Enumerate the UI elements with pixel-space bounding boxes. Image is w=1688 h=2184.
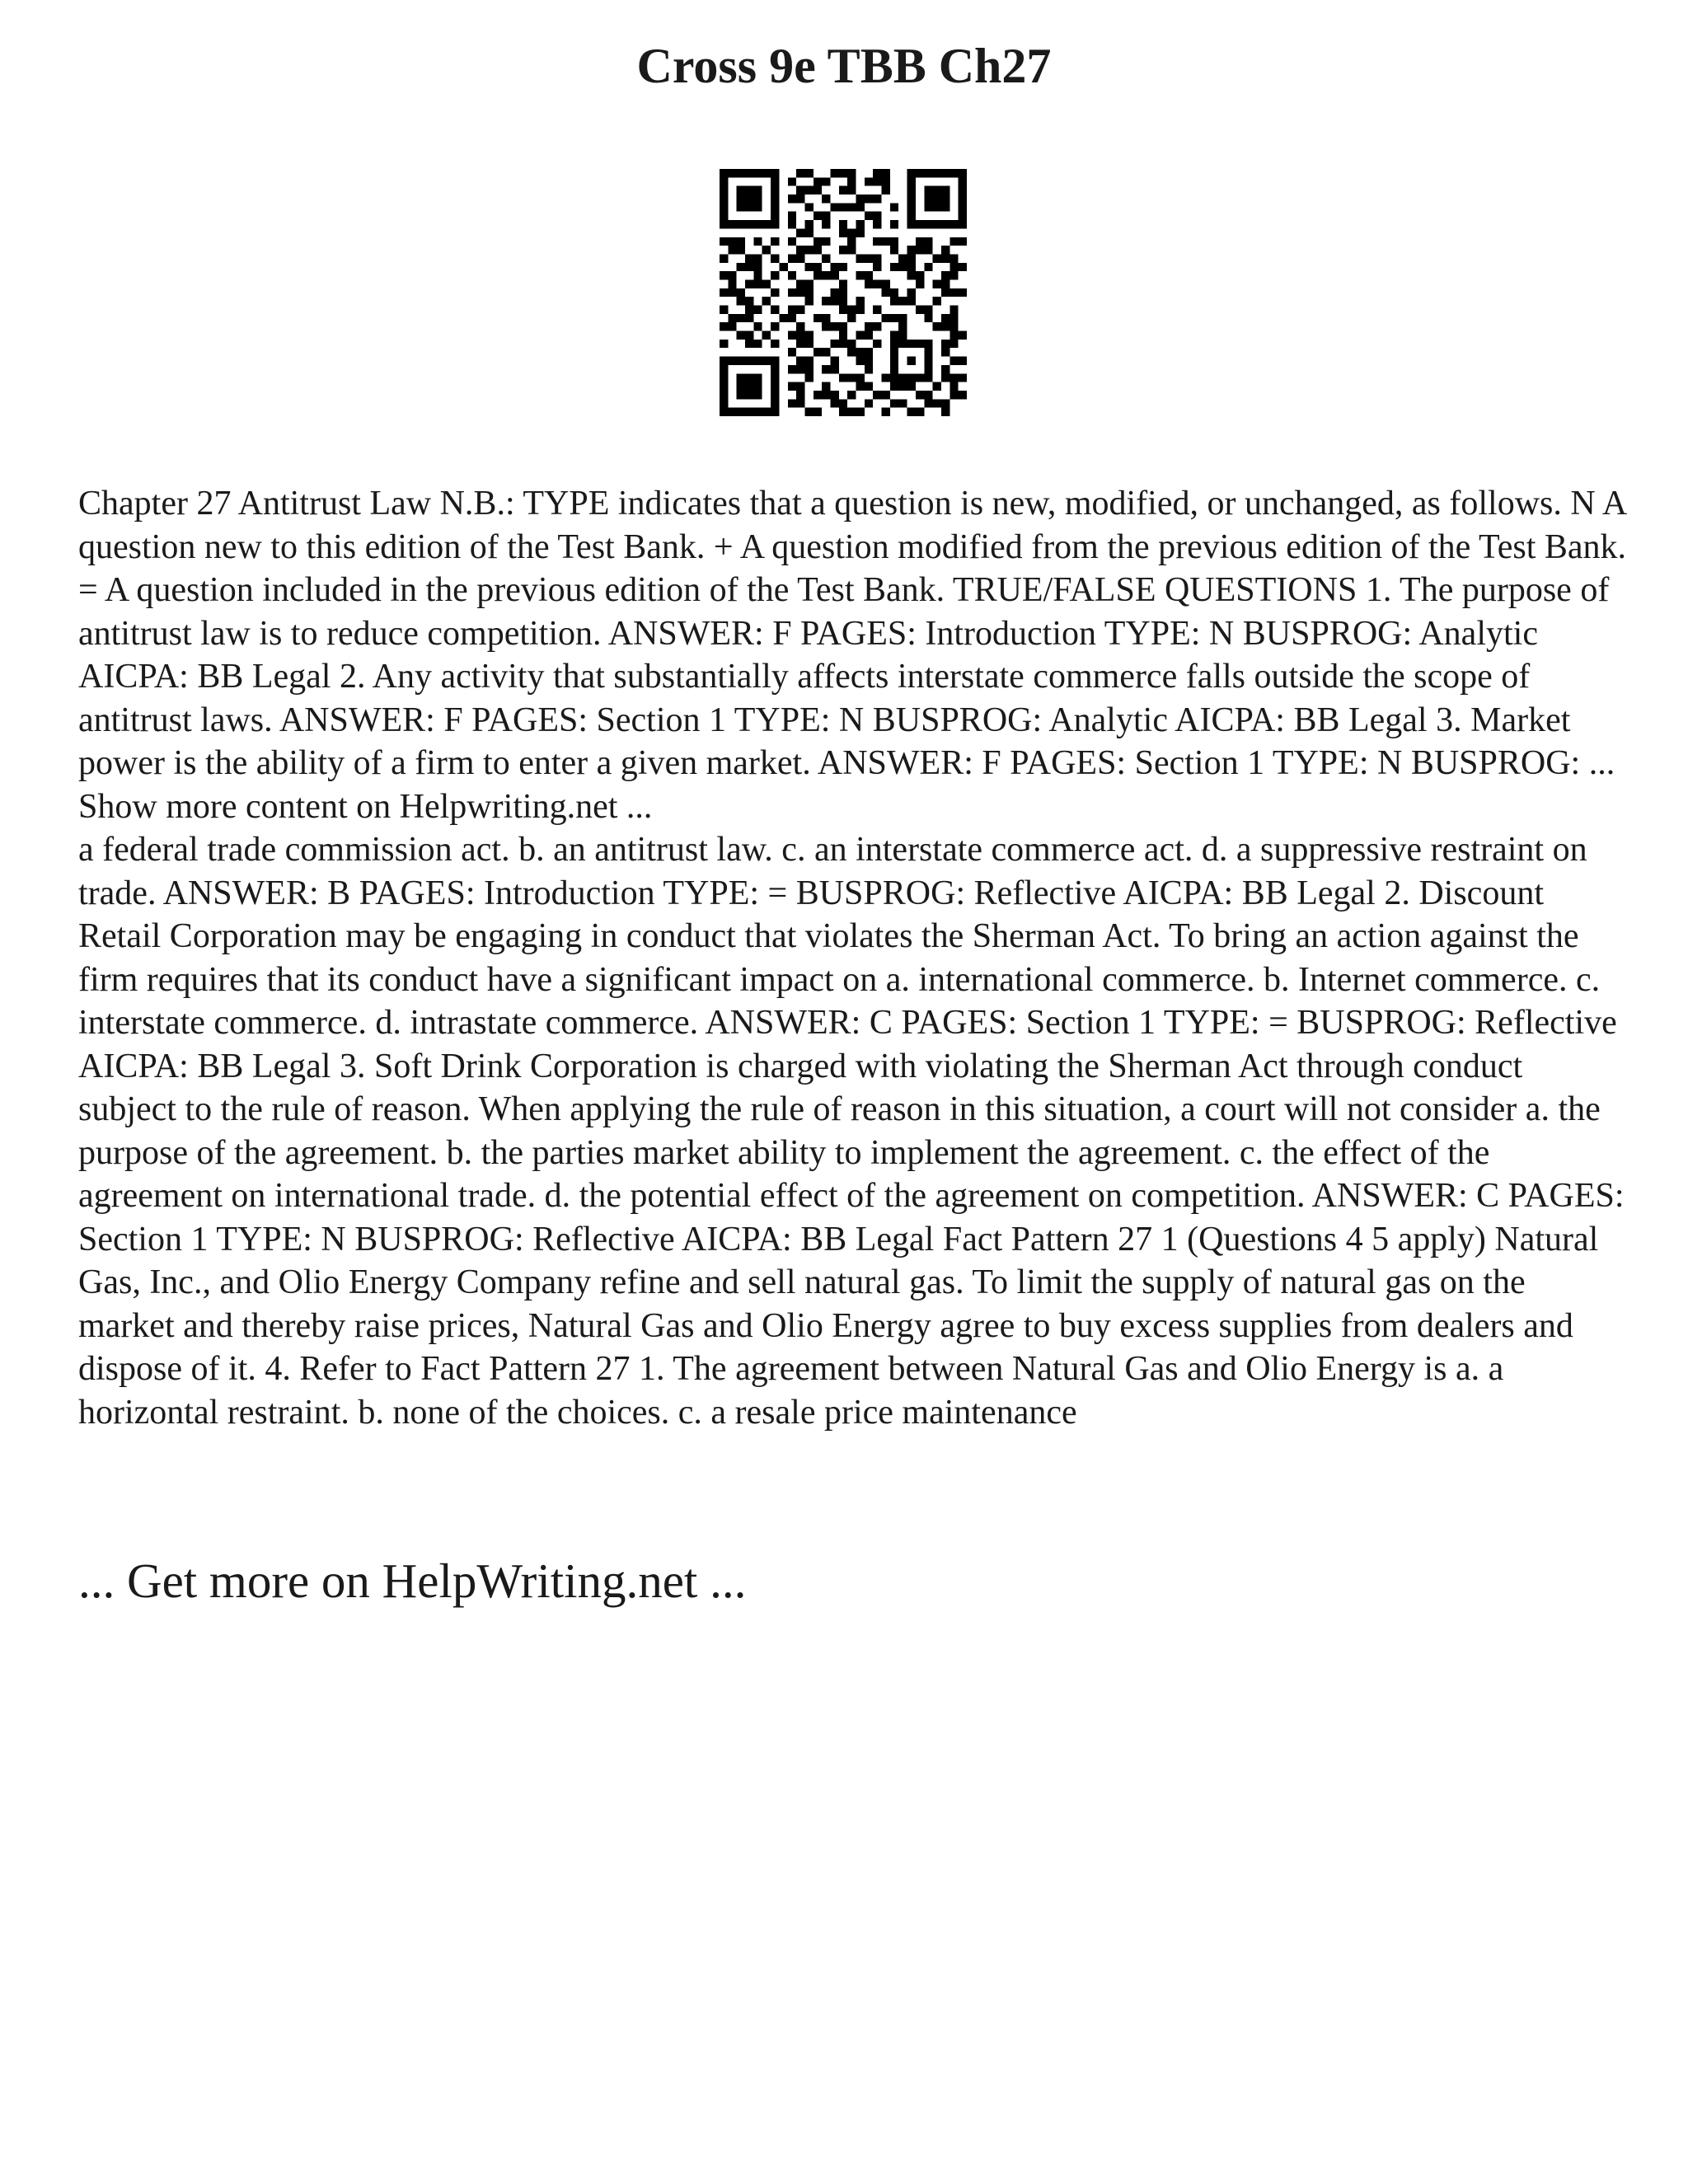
page-title: Cross 9e TBB Ch27: [636, 39, 1052, 93]
get-more-link[interactable]: ... Get more on HelpWriting.net ...: [78, 1554, 747, 1608]
paragraph-intro: Chapter 27 Antitrust Law N.B.: TYPE indicates that a question is new, modified, or unchanged, as follows. N A question new to this edition of the Test Bank. + A question modified from the previous edition of the Test Bank. = A question included in the previous edition of the Test Bank. TRUE/FALSE QUESTIONS 1. The purpose of antitrust law is to reduce competition. ANSWER: F PAGES: Introduction TYPE: N BUSPROG: Analytic AICPA: BB Legal 2. Any activity that substantially affects interstate commerce falls outside the scope of antitrust laws. ANSWER: F PAGES: Section 1 TYPE: N BUSPROG: Analytic AICPA: BB Legal 3. Market power is the ability of a firm to enter a given market. ANSWER: F PAGES: Section 1 TYPE: N BUSPROG: ... Show more content on Helpwriting.net ...: [78, 485, 1627, 826]
qr-code-icon[interactable]: [720, 169, 967, 416]
paragraph-questions: a federal trade commission act. b. an antitrust law. c. an interstate commerce act. d. a suppressive restraint on trade. ANSWER: B PAGES: Introduction TYPE: = BUSPROG: Reflective AICPA: BB Legal 2. Discount Retail Corporation may be engaging in conduct that violates the Sherman Act. To bring an action against the firm requires that its conduct have a significant impact on a. international commerce. b. Internet commerce. c. interstate commerce. d. intrastate commerce. ANSWER: C PAGES: Section 1 TYPE: = BUSPROG: Reflective AICPA: BB Legal 3. Soft Drink Corporation is charged with violating the Sherman Act through conduct subject to the rule of reason. When applying the rule of reason in this situation, a court will not consider a. the purpose of the agreement. b. the parties market ability to implement the agreement. c. the effect of the agreement on international trade. d. the potential effect of the agreement on competition. ANSWER: C PAGES: Section 1 TYPE: N BUSPROG: Reflective AICPA: BB Legal Fact Pattern 27 1 (Questions 4 5 apply) Natural Gas, Inc., and Olio Energy Company refine and sell natural gas. To limit the supply of natural gas on the market and thereby raise prices, Natural Gas and Olio Energy agree to buy excess supplies from dealers and dispose of it. 4. Refer to Fact Pattern 27 1. The agreement between Natural Gas and Olio Energy is a. a horizontal restraint. b. none of the choices. c. a resale price maintenance: [78, 831, 1625, 1432]
document-body: [78, 482, 1628, 1434]
